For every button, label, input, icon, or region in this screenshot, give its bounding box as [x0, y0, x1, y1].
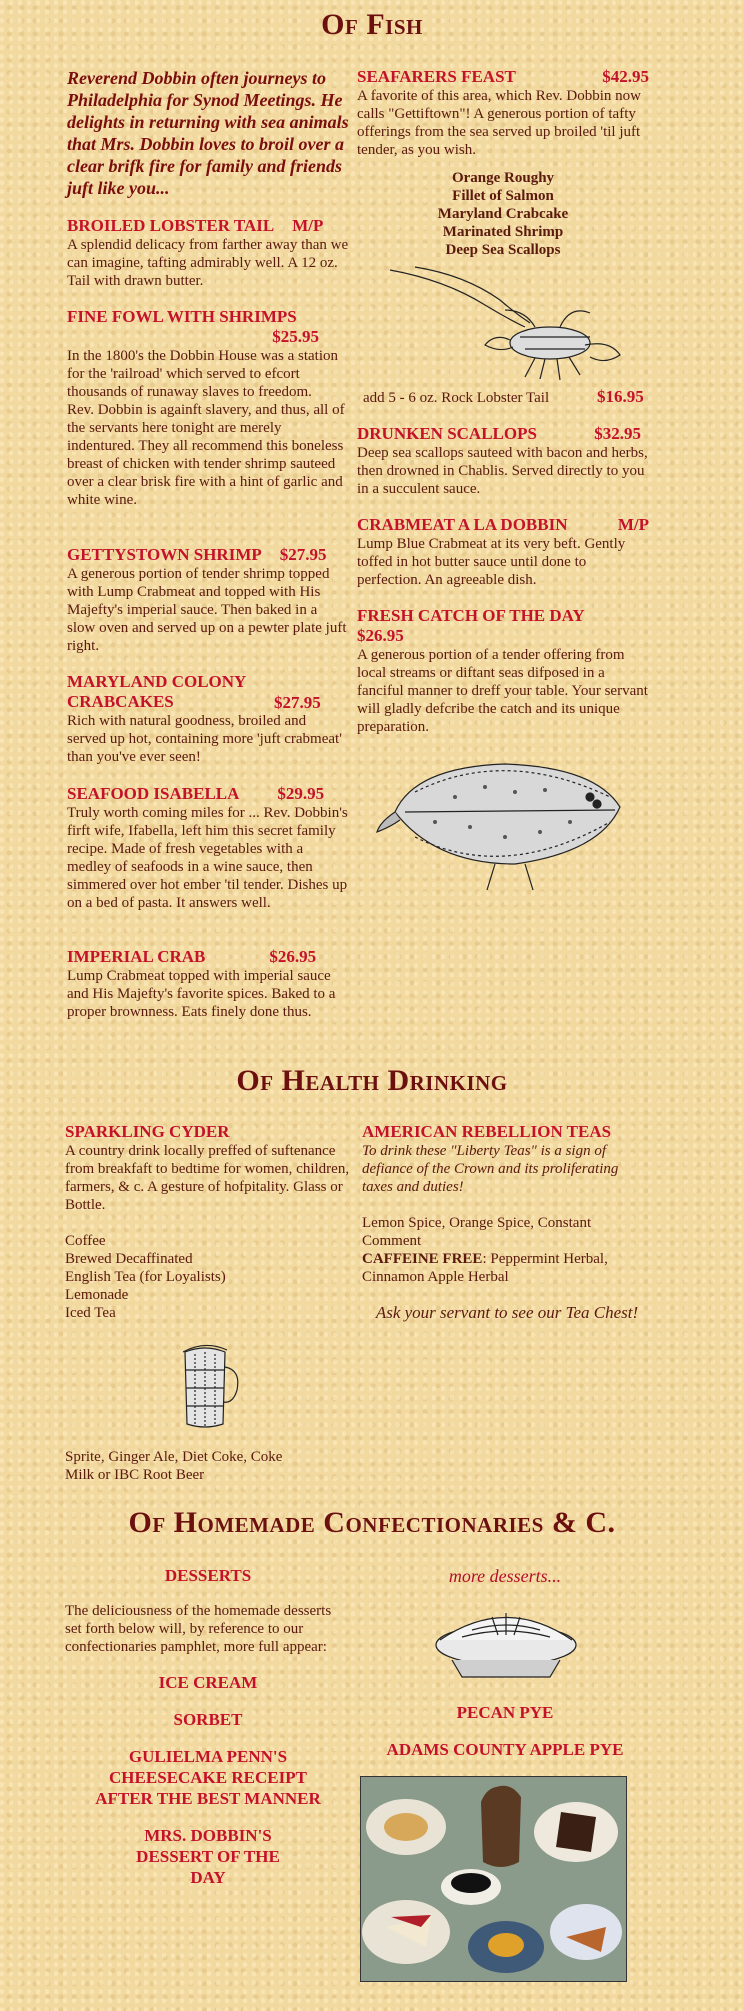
item-price: $26.95 — [269, 947, 317, 966]
platter-list-item: Marinated Shrimp — [442, 224, 564, 240]
item-description: A splendid delicacy from farther away than we can imagine, tafting admirably well. A 12 oz. Tail with drawn butter. — [67, 237, 349, 289]
item-description: Rich with natural goodness, broiled and served up hot, containing more 'juft crabmeat' than you've ever seen! — [67, 713, 342, 765]
drink-list-item: Milk or IBC Root Beer — [65, 1467, 205, 1483]
tea-chest-note: Ask your servant to see our Tea Chest! — [375, 1303, 639, 1322]
menu-item — [357, 515, 649, 589]
item-description: Deep sea scallops sauteed with bacon and herbs, then drowned in Chablis. Served directly to you in a succulent sauce. — [357, 445, 648, 497]
item-name: SEAFOOD ISABELLA — [67, 784, 240, 803]
caffeine-free-label: CAFFEINE FREE — [362, 1251, 483, 1267]
tea-flavors: Lemon Spice, Orange Spice, Constant Comment — [362, 1215, 592, 1249]
item-name: CRABMEAT A LA DOBBIN — [357, 515, 568, 534]
item-description: A country drink locally preffed of suftenance from breakfaft to bedtime for women, children, farmers, & c. A gesture of hofpitality. Glass or Bottle. — [65, 1143, 350, 1213]
item-name: SEAFARERS FEAST — [357, 67, 516, 86]
addon-price: $16.95 — [597, 387, 644, 406]
menu-item-seafarers — [357, 67, 649, 259]
tankard-illustration — [175, 1342, 245, 1430]
section-title-drinking: Of Health Drinking — [236, 1064, 508, 1097]
item-price: M/P — [292, 216, 324, 235]
item-name: BROILED LOBSTER TAIL — [67, 216, 275, 235]
item-price: $27.95 — [274, 693, 321, 712]
lobster-illustration — [385, 265, 630, 385]
platter-list-item: Maryland Crabcake — [437, 206, 569, 222]
menu-item — [67, 307, 349, 509]
item-name: SPARKLING CYDER — [65, 1122, 230, 1141]
dessert-item: ADAMS COUNTY APPLE PYE — [386, 1740, 624, 1759]
menu-item — [67, 545, 349, 655]
item-name: AMERICAN REBELLION TEAS — [362, 1122, 612, 1141]
desserts-description: The deliciousness of the homemade desserts set forth below will, by reference to our confectionaries pamphlet, more full appear: — [65, 1603, 332, 1655]
menu-item — [67, 784, 349, 912]
item-price: $27.95 — [279, 545, 327, 564]
item-name: MARYLAND COLONY CRABCAKES — [67, 672, 246, 711]
desserts-heading: DESSERTS — [164, 1566, 252, 1585]
dessert-item: SORBET — [173, 1710, 243, 1729]
item-price: $25.95 — [272, 327, 319, 346]
item-description: Lump Blue Crabmeat at its very beft. Gently toffed in hot butter sauce until done to perfection. An agreeable dish. — [357, 536, 626, 588]
menu-item — [67, 672, 349, 766]
platter-list-item: Fillet of Salmon — [452, 188, 554, 204]
item-description: A generous portion of tender shrimp topped with Lump Crabmeat and topped with His Majefty's imperial sauce. Then baked in a slow oven and served up on a pewter plate juft right. — [67, 566, 347, 654]
dessert-list-left — [65, 1672, 351, 1888]
caffeine-free-flavors: : Peppermint Herbal, Cinnamon Apple Herbal — [362, 1251, 608, 1285]
more-desserts-label: more desserts... — [448, 1566, 562, 1586]
item-name: FRESH CATCH OF THE DAY — [357, 606, 585, 625]
dessert-item: GULIELMA PENN'S CHEESECAKE RECEIPT AFTER THE BEST MANNER — [95, 1747, 321, 1808]
menu-item — [357, 424, 649, 498]
drink-item-teas — [362, 1122, 652, 1323]
fish-intro: Reverend Dobbin often journeys to Philadelphia for Synod Meetings. He delights in returning with sea animals that Mrs. Dobbin loves to broil over a clear brifk fire for family and friends juft like you... — [67, 68, 349, 198]
item-price: M/P — [617, 515, 649, 534]
drink-list-item: Sprite, Ginger Ale, Diet Coke, Coke — [65, 1449, 283, 1465]
item-name: FINE FOWL WITH SHRIMPS — [67, 307, 297, 326]
drink-item-cyder — [65, 1122, 355, 1214]
item-description: Lump Crabmeat topped with imperial sauce and His Majefty's favorite spices. Baked to a proper brownness. Eats finely done thus. — [67, 968, 336, 1020]
menu-item — [357, 606, 649, 736]
item-price: $32.95 — [594, 424, 641, 443]
pie-illustration — [432, 1605, 580, 1683]
item-description: A generous portion of a tender offering from local streams or diftant seas difposed in a fanciful manner to dreff your table. Your servant will gladly defcribe the catch and its unique preparation. — [357, 647, 648, 735]
menu-item — [67, 216, 349, 290]
fish-illustration — [375, 752, 637, 894]
item-price: $42.95 — [602, 67, 649, 86]
section-title-fish: Of Fish — [321, 8, 423, 41]
dessert-photo — [360, 1776, 627, 1982]
drink-list-item: Coffee — [65, 1233, 106, 1249]
item-name: DRUNKEN SCALLOPS — [357, 424, 537, 443]
dessert-item: PECAN PYE — [456, 1703, 554, 1722]
item-description: A favorite of this area, which Rev. Dobbin now calls "Gettiftown"! A generous portion of tafty offerings from the sea served up broiled 'til juft tender, as you wish. — [357, 88, 641, 158]
menu-item — [67, 947, 349, 1021]
drink-list-item: English Tea (for Loyalists) — [65, 1269, 226, 1285]
addon-label: add 5 - 6 oz. Rock Lobster Tail — [363, 390, 550, 406]
item-description: Truly worth coming miles for ... Rev. Dobbin's firft wife, Ifabella, left him this secret family recipe. Made of fresh vegetables with a medley of seafoods in a wine sauce, then simmered over hot ember 'til tender. Dishes up on a bed of pasta. It answers well. — [67, 805, 348, 911]
drink-list-item: Lemonade — [65, 1287, 129, 1303]
section-title-confections: Of Homemade Confectionaries & C. — [128, 1506, 616, 1539]
item-description: In the 1800's the Dobbin House was a station for the 'railroad' which served to efcort thousands of runaway slaves to freedom. Rev. Dobbin is againft slavery, and thus, all of the servants here tonight are merely indentured. They all recommend this boneless breast of chicken with tender shrimp sauteed over a clear brisk fire with a hint of garlic and white wine. — [67, 348, 345, 508]
platter-list-item: Orange Roughy — [451, 170, 555, 186]
item-price: $26.95 — [357, 626, 404, 645]
drink-list-item: Brewed Decaffinated — [65, 1251, 193, 1267]
dessert-item: MRS. DOBBIN'S DESSERT OF THE DAY — [136, 1826, 280, 1887]
item-price: $29.95 — [277, 784, 325, 803]
drink-list-item: Iced Tea — [65, 1305, 116, 1321]
item-name: IMPERIAL CRAB — [67, 947, 206, 966]
drink-list-sodas — [65, 1448, 355, 1484]
platter-list-item: Deep Sea Scallops — [445, 242, 561, 258]
drink-list — [65, 1232, 355, 1322]
item-name: GETTYSTOWN SHRIMP — [67, 545, 262, 564]
item-description: To drink these "Liberty Teas" is a sign of defiance of the Crown and its proliferating taxes and duties! — [362, 1143, 619, 1195]
dessert-item: ICE CREAM — [158, 1673, 258, 1692]
